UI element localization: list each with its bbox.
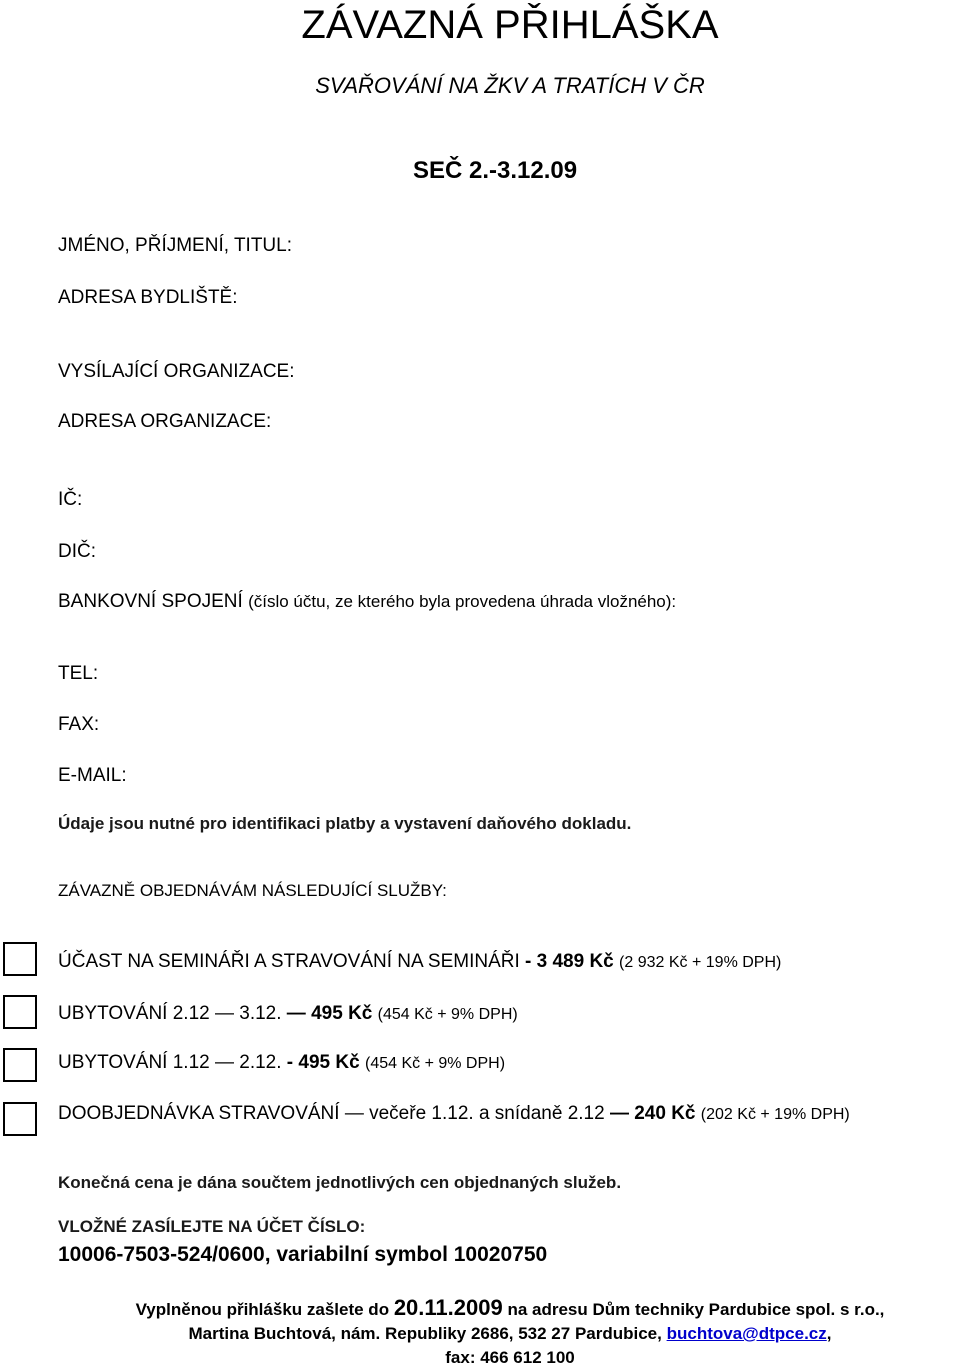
- sending-org-field-label: VYSÍLAJÍCÍ ORGANIZACE:: [58, 361, 295, 382]
- footer-address: Martina Buchtová, nám. Republiky 2686, 532 27 Pardubice,: [188, 1324, 662, 1343]
- service-price: 3 489 Kč: [536, 951, 614, 972]
- footer-comma: ,: [826, 1324, 832, 1343]
- service-checkbox-extra-meals[interactable]: [3, 1102, 37, 1136]
- service-label: ÚČAST NA SEMINÁŘI A STRAVOVÁNÍ NA SEMINÁŘI: [58, 951, 520, 972]
- service-price: 495 Kč: [311, 1003, 373, 1024]
- dic-field-label: DIČ:: [58, 541, 96, 562]
- service-accommodation-1-2: [58, 1051, 505, 1076]
- service-seminar: [58, 950, 781, 975]
- services-heading: ZÁVAZNĚ OBJEDNÁVÁM NÁSLEDUJÍCÍ SLUŽBY:: [58, 881, 447, 900]
- bank-label: BANKOVNÍ SPOJENÍ: [58, 591, 243, 612]
- footer-prefix: Vyplněnou přihlášku zašlete do: [135, 1300, 390, 1319]
- service-price-detail: (454 Kč + 9% DPH): [377, 1006, 518, 1023]
- org-address-field-label: ADRESA ORGANIZACE:: [58, 411, 272, 432]
- footer-email-link[interactable]: buchtova@dtpce.cz: [666, 1324, 827, 1343]
- footer-line-2: [0, 1322, 960, 1346]
- footer-deadline: 20.11.2009: [393, 1295, 503, 1320]
- service-price-detail: (2 932 Kč + 19% DPH): [619, 954, 782, 971]
- service-checkbox-seminar[interactable]: [3, 942, 37, 976]
- final-price-note: Konečná cena je dána součtem jednotlivých cen objednaných služeb.: [58, 1173, 622, 1192]
- service-price-detail: (454 Kč + 9% DPH): [364, 1055, 506, 1072]
- fax-field-label: FAX:: [58, 714, 100, 735]
- tel-field-label: TEL:: [58, 663, 99, 684]
- form-subtitle: SVAŘOVÁNÍ NA ŽKV A TRATÍCH V ČR: [315, 73, 705, 98]
- footer-suffix: na adresu Dům techniky Pardubice spol. s r.o.,: [507, 1300, 885, 1319]
- bank-field-label: [58, 590, 676, 614]
- footer-fax: fax: 466 612 100: [445, 1348, 575, 1367]
- bank-note: (číslo účtu, ze kterého byla provedena úhrada vložného):: [248, 592, 677, 611]
- ic-field-label: IČ:: [58, 489, 83, 510]
- service-label: UBYTOVÁNÍ 1.12 — 2.12.: [58, 1052, 282, 1073]
- service-separator: -: [281, 1052, 299, 1073]
- service-accommodation-2-3: [58, 1002, 518, 1027]
- service-price: 495 Kč: [298, 1052, 360, 1073]
- service-price-detail: (202 Kč + 19% DPH): [700, 1106, 850, 1123]
- service-label: UBYTOVÁNÍ 2.12 — 3.12.: [58, 1003, 282, 1024]
- deposit-account: 10006-7503-524/0600, variabilní symbol 10020750: [58, 1243, 548, 1266]
- identification-note: Údaje jsou nutné pro identifikaci platby a vystavení daňového dokladu.: [58, 814, 632, 833]
- service-checkbox-accommodation-1-2[interactable]: [3, 1048, 37, 1082]
- service-price: 240 Kč: [634, 1103, 696, 1124]
- service-separator: —: [604, 1103, 635, 1124]
- service-extra-meals: [58, 1102, 938, 1127]
- service-label: DOOBJEDNÁVKA STRAVOVÁNÍ — večeře 1.12. a snídaně 2.12: [58, 1103, 605, 1124]
- event-location-date: SEČ 2.-3.12.09: [413, 157, 578, 184]
- deposit-label: VLOŽNÉ ZASÍLEJTE NA ÚČET ČÍSLO:: [58, 1217, 366, 1236]
- home-address-field-label: ADRESA BYDLIŠTĚ:: [58, 287, 238, 308]
- service-separator: -: [519, 951, 537, 972]
- name-field-label: JMÉNO, PŘÍJMENÍ, TITUL:: [58, 235, 293, 256]
- service-separator: —: [281, 1003, 312, 1024]
- email-field-label: E-MAIL:: [58, 765, 127, 786]
- footer-line-1: [0, 1296, 960, 1322]
- form-title: ZÁVAZNÁ PŘIHLÁŠKA: [301, 3, 719, 47]
- service-checkbox-accommodation-2-3[interactable]: [3, 995, 37, 1029]
